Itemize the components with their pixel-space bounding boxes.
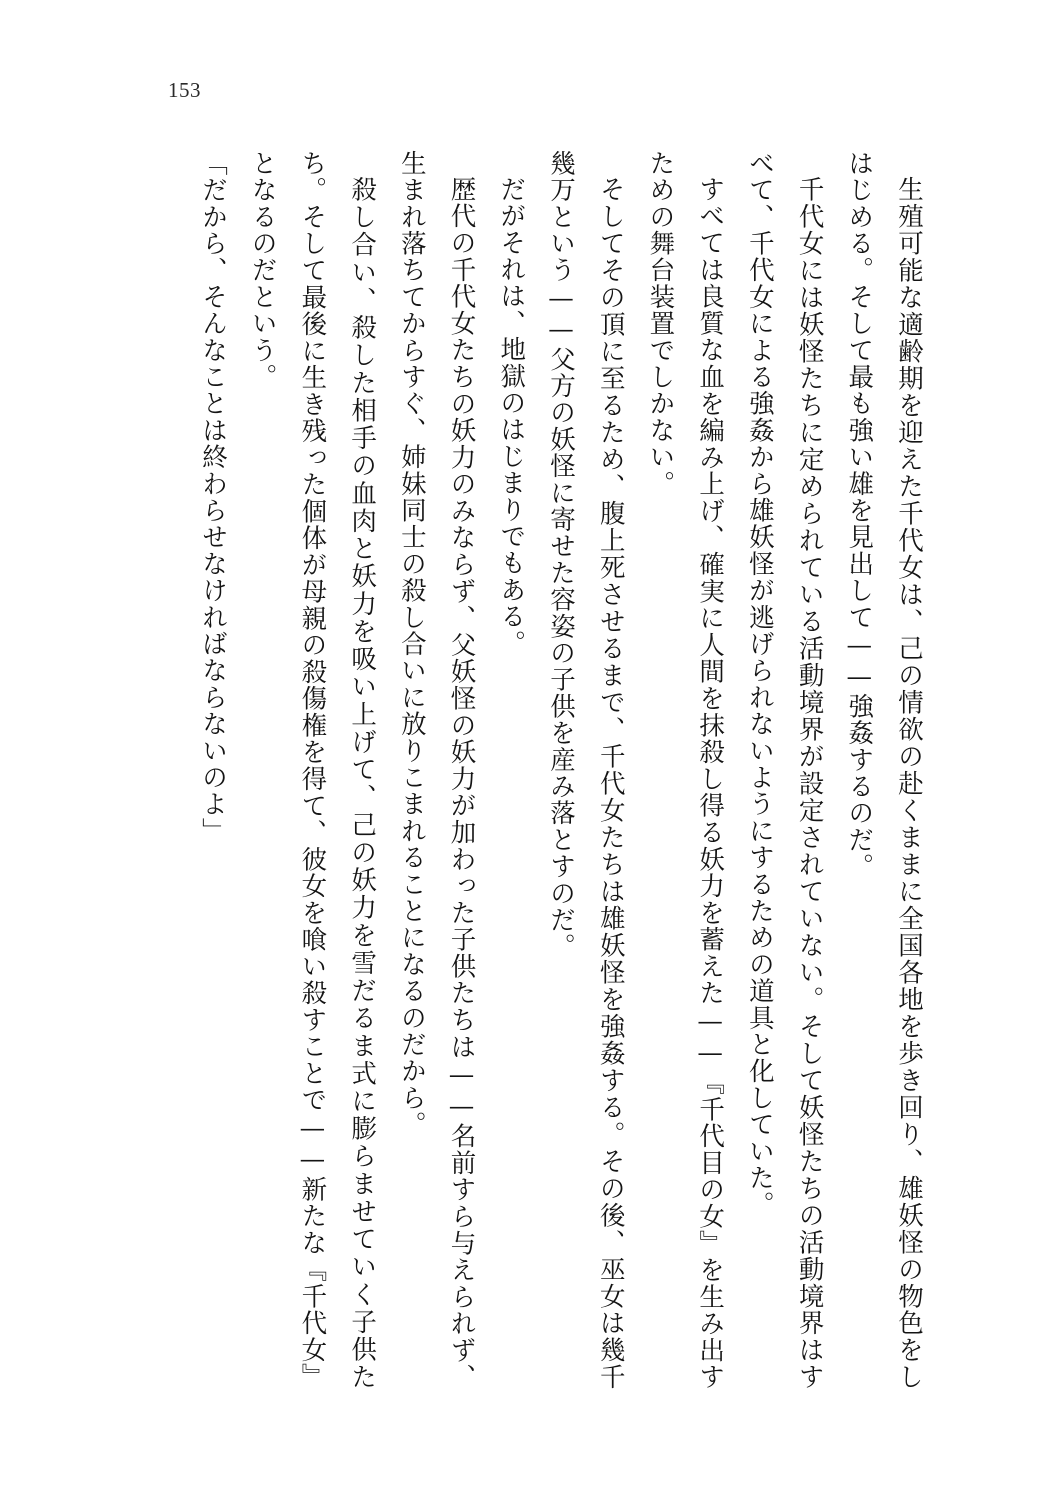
paragraph: そしてその頂に至るため、腹上死させるまで、千代女たちは雄妖怪を強姦する。その後、巫女は幾千幾万という——父方の妖怪に寄せた容姿の子供を産み落とすのだ。 xyxy=(545,150,626,1390)
paragraph: 歴代の千代女たちの妖力のみならず、父妖怪の妖力が加わった子供たちは——名前すら与えられず、生まれ落ちてからすぐ、姉妹同士の殺し合いに放りこまれることになるのだから。 xyxy=(396,150,477,1390)
paragraph: 殺し合い、殺した相手の血肉と妖力を吸い上げて、己の妖力を雪だるま式に膨らませていく子供たち。そして最後に生き残った個体が母親の殺傷権を得て、彼女を喰い殺すことで——新たな『千代女』となるのだという。 xyxy=(247,150,378,1390)
paragraph: 生殖可能な適齢期を迎えた千代女は、己の情欲の赴くままに全国各地を歩き回り、雄妖怪の物色をしはじめる。そして最も強い雄を見出して——強姦するのだ。 xyxy=(844,150,924,1390)
page-body-text xyxy=(133,150,933,1390)
paragraph: だがそれは、地獄のはじまりでもある。 xyxy=(496,175,527,657)
page-number: 153 xyxy=(168,78,201,102)
paragraph: すべては良質な血を編み上げ、確実に人間を抹殺し得る妖力を蓄えた——『千代目の女』を生み出すための舞台装置でしかない。 xyxy=(645,150,726,1390)
paragraph: 千代女には妖怪たちに定められている活動境界が設定されていない。そして妖怪たちの活動境界はすべて、千代女による強姦から雄妖怪が逃げられないようにするための道具と化していた。 xyxy=(744,150,825,1390)
paragraph-dialogue: 「だから、そんなことは終わらせなければならないのよ」 xyxy=(197,150,228,845)
